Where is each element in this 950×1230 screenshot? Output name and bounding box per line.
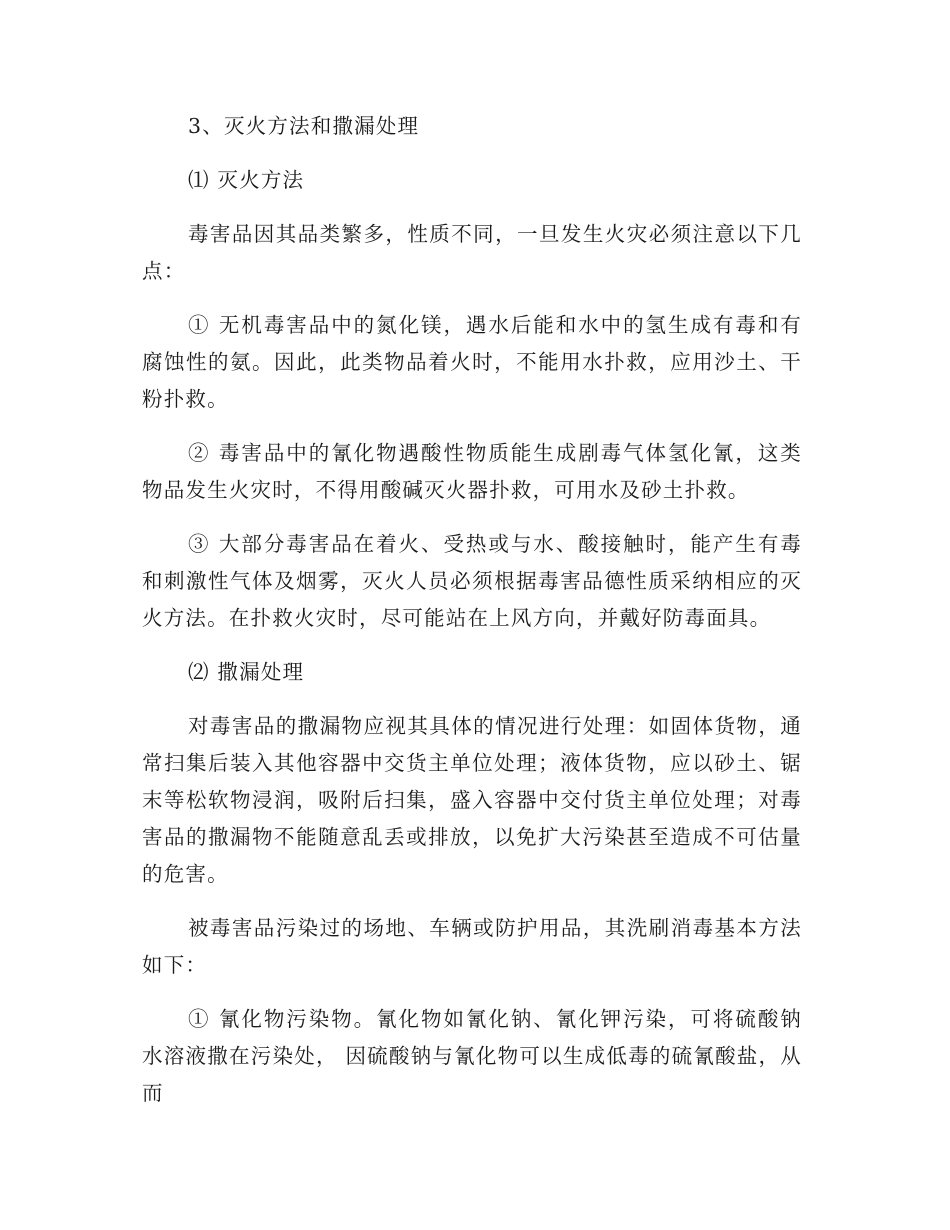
- paragraph-cyanide: ① 氰化物污染物。氰化物如氰化钠、氰化钾污染，可将硫酸钠水溶液撒在污染处， 因硫酸钠与氰化物可以生成低毒的硫氰酸盐，从而: [142, 1007, 802, 1105]
- document-body: [142, 108, 802, 1129]
- subsection-title-spill-handling: ⑵ 撒漏处理: [188, 660, 305, 684]
- paragraph-decontamination-intro: 被毒害品污染过的场地、车辆或防护用品，其洗刷消毒基本方法如下：: [142, 916, 802, 977]
- subsection-title-fire-fighting: ⑴ 灭火方法: [188, 168, 305, 192]
- paragraph-item-1: ① 无机毒害品中的氮化镁，遇水后能和水中的氢生成有毒和有腐蚀性的氨。因此，此类物品着火时，不能用水扑救，应用沙土、干粉扑救。: [142, 313, 802, 411]
- paragraph-spill: 对毒害品的撒漏物应视其具体的情况进行处理：如固体货物，通常扫集后装入其他容器中交货主单位处理；液体货物，应以砂土、锯末等松软物浸润，吸附后扫集，盛入容器中交付货主单位处理；对毒害品的撒漏物不能随意乱丢或排放，以免扩大污染甚至造成不可估量的危害。: [142, 714, 802, 886]
- paragraph-intro: 毒害品因其品类繁多，性质不同，一旦发生火灾必须注意以下几点：: [142, 222, 802, 283]
- section-title: 3、灭火方法和撒漏处理: [188, 114, 420, 138]
- paragraph-item-3: ③ 大部分毒害品在着火、受热或与水、酸接触时，能产生有毒和刺激性气体及烟雾，灭火人员必须根据毒害品德性质采纳相应的灭火方法。在扑救火灾时，尽可能站在上风方向，并戴好防毒面具。: [142, 532, 802, 630]
- paragraph-item-2: ② 毒害品中的氰化物遇酸性物质能生成剧毒气体氢化氰，这类物品发生火灾时，不得用酸碱灭火器扑救，可用水及砂土扑救。: [142, 441, 802, 502]
